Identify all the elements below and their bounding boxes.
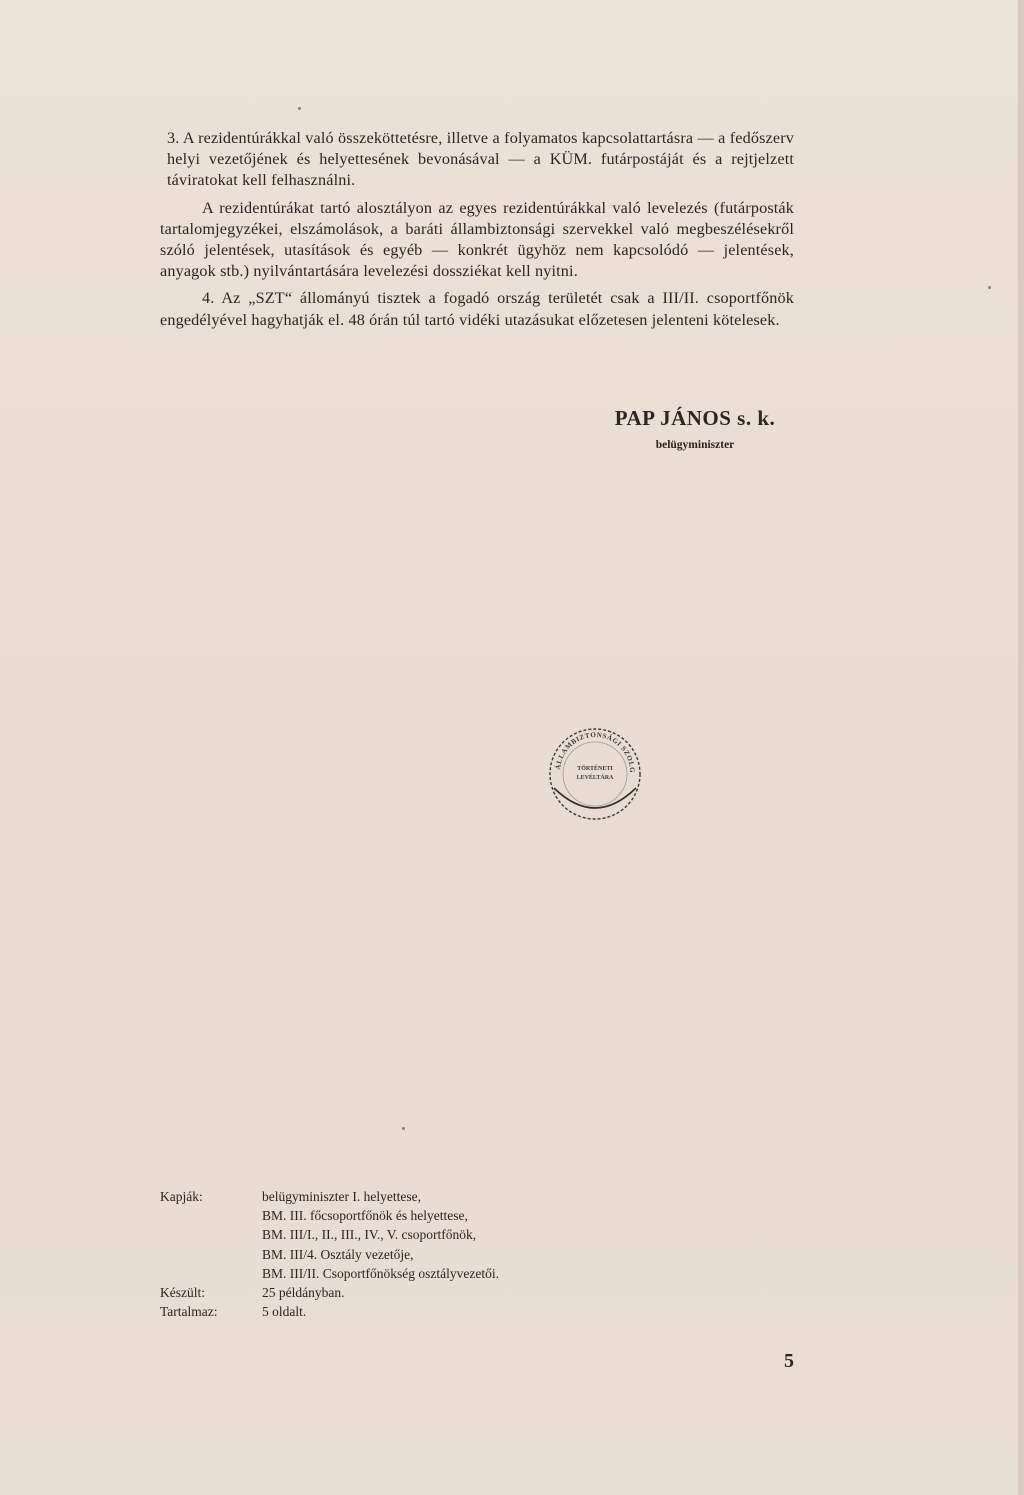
paragraph-4: 4. Az „SZT“ állományú tisztek a fogadó ország területét csak a III/II. csoportfőnök engedélyével hagyhatják el. 48 órán túl tartó vidéki utazásukat előzetesen jelenteni kötelesek. [160, 289, 794, 329]
recipient-item: BM. III/II. Csoportfőnökség osztályvezetői. [262, 1265, 499, 1281]
recipient-item: BM. III/4. Osztály vezetője, [262, 1246, 414, 1262]
recipients-label: Kapják: [160, 1189, 203, 1204]
svg-text:ÁLLAMBIZTONSÁGI SZOLGÁLATOK: ÁLLAMBIZTONSÁGI SZOLG [554, 730, 637, 774]
svg-text:LEVÉLTÁRA: LEVÉLTÁRA [576, 775, 614, 781]
archive-stamp [536, 716, 654, 828]
paper-speck [402, 1127, 405, 1130]
recipient-item: belügyminiszter I. helyettese, [262, 1189, 421, 1204]
page-number: 5 [784, 1350, 794, 1372]
made-value: 25 példányban. [262, 1285, 345, 1301]
content-value: 5 oldalt. [262, 1304, 307, 1320]
made-label: Készült: [160, 1285, 205, 1301]
signature-block [590, 406, 800, 451]
recipient-item: BM. III. főcsoportfőnök és helyettese, [262, 1208, 468, 1224]
content-label: Tartalmaz: [160, 1304, 218, 1320]
distribution-list [160, 1187, 499, 1321]
page-edge [1018, 0, 1024, 1495]
paper-speck [298, 107, 301, 110]
paragraph-3: 3. A rezidentúrákkal való összeköttetésre, illetve a folyamatos kapcsolattartásra — a fedőszerv helyi vezetőjének és helyettesének bevonásával — a KÜM. futárpostáját és a rejtjelzett táviratokat kell felhasználni. [167, 129, 794, 190]
recipient-item: BM. III/I., II., III., IV., V. csoportfőnök, [262, 1227, 477, 1243]
svg-text:TÖRTÉNETI: TÖRTÉNETI [577, 766, 613, 772]
paragraph-dossier: A rezidentúrákat tartó alosztályon az egyes rezidentúrákkal való levelezés (futárposták tartalomjegyzékei, elszámolások, a baráti állambiztonsági szervekkel való megbeszélésekről szóló jelentések, utasítások és egyéb — konkrét ügyhöz nem kapcsolódó — jelentések, anyagok stb.) nyilvántartására levelezési dossziékat kell nyitni. [160, 198, 794, 281]
body-text [160, 128, 794, 337]
archive-stamp-icon [536, 716, 654, 828]
paper-speck [988, 286, 991, 289]
signatory-name: PAP JÁNOS s. k. [614, 406, 776, 430]
signatory-title: belügyminiszter [655, 439, 735, 451]
